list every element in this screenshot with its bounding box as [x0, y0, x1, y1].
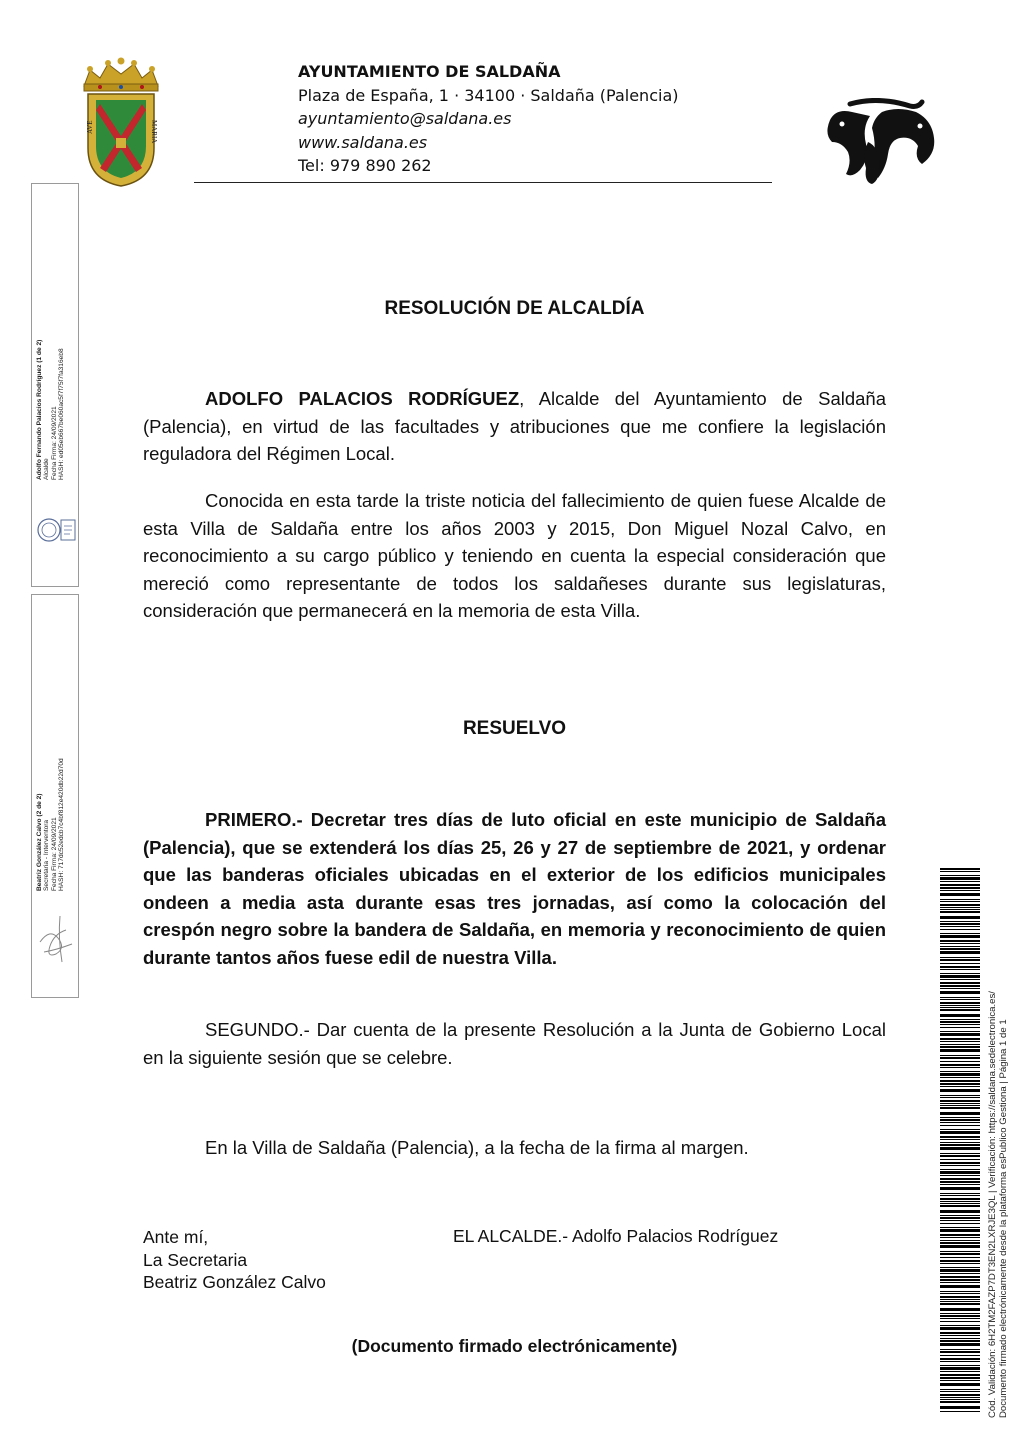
- signature-1-text: [36, 100, 66, 480]
- town-crest-logo: [78, 56, 164, 188]
- crest-text-right: MARIA: [150, 120, 158, 144]
- signature-2-hash: HASH: 717dc52edcb7c4bf812e420db22d70d: [57, 758, 65, 891]
- horse-logo: [822, 98, 940, 186]
- org-website[interactable]: www.saldana.es: [298, 132, 428, 152]
- verification-text: [987, 938, 1009, 1418]
- signature-1-hash: HASH: ed05eb667be060ac5f7f75f7fa316eb8: [57, 348, 65, 480]
- closing-line: En la Villa de Saldaña (Palencia), a la fecha de la firma al margen.: [205, 1137, 749, 1158]
- mayor-name: ADOLFO PALACIOS RODRÍGUEZ: [205, 388, 520, 409]
- header-divider: [194, 182, 772, 183]
- handwritten-signature-icon: [36, 908, 76, 968]
- signature-2-date: Fecha Firma: 24/09/2021: [50, 817, 58, 891]
- mayor-signoff: EL ALCALDE.- Adolfo Palacios Rodríguez: [453, 1226, 779, 1246]
- signature-2-name: Beatriz González Calvo (2 de 2): [36, 793, 43, 891]
- verification-line-2: Documento firmado electrónicamente desde la plataforma esPublico Gestiona | Página 1 de 1: [998, 1019, 1009, 1418]
- intro-text: , Alcalde del Ayuntamiento de Saldaña (Palencia), en virtud de las facultades y atribuciones que me confiere la legislación reguladora del Régimen Local.: [143, 388, 886, 464]
- validation-barcode: [940, 868, 980, 1412]
- intro-paragraph: [143, 385, 886, 468]
- ante-mi: Ante mí,: [143, 1227, 209, 1247]
- signed-electronically-note: (Documento firmado electrónicamente): [351, 1336, 678, 1356]
- org-email[interactable]: ayuntamiento@saldana.es: [298, 109, 512, 128]
- signature-2-text: [36, 511, 66, 891]
- context-paragraph: Conocida en esta tarde la triste noticia del fallecimiento de quien fuese Alcalde de esta Villa de Saldaña entre los años 2003 y 2015, Don Miguel Nozal Calvo, en reconocimiento a su cargo público y teniendo en cuenta la especial consideración que mereció como representante de todos los saldañeses durante sus legislaturas, consideración que permanecerá en la memoria de esta Villa.: [143, 490, 886, 621]
- segundo-paragraph: SEGUNDO.- Dar cuenta de la presente Resolución a la Junta de Gobierno Local en la siguiente sesión que se celebre.: [143, 1019, 886, 1068]
- signature-1-role: Alcalde: [43, 458, 51, 480]
- secretary-name: Beatriz González Calvo: [143, 1272, 326, 1292]
- secretary-signoff: [143, 1226, 326, 1294]
- org-phone: Tel: 979 890 262: [298, 156, 432, 175]
- org-address: Plaza de España, 1 · 34100 · Saldaña (Palencia): [298, 85, 679, 105]
- org-header: [298, 60, 758, 178]
- org-name: AYUNTAMIENTO DE SALDAÑA: [298, 62, 561, 81]
- resuelvo-heading: RESUELVO: [462, 718, 567, 739]
- crest-text-left: AVE: [86, 120, 94, 134]
- document-title: RESOLUCIÓN DE ALCALDÍA: [384, 298, 645, 319]
- secretary-role: La Secretaria: [143, 1249, 248, 1270]
- verification-line-1: Cód. Validación: 6H2TM2FAZP7DT3EN2LXRJE3QL | Verificación: https://saldana.sedelectronica.es/: [987, 991, 998, 1418]
- signature-1-name: Adolfo Fernando Palacios Rodríguez (1 de 2): [36, 339, 43, 480]
- signature-1-date: Fecha Firma: 24/09/2021: [50, 406, 58, 480]
- primero-paragraph: PRIMERO.- Decretar tres días de luto oficial en este municipio de Saldaña (Palencia), que se extenderá los días 25, 26 y 27 de septiembre de 2021, y ordenar que las banderas oficiales ubicadas en el exterior de los edificios municipales ondeen a media asta durante esas tres jornadas, así como la colocación del crespón negro sobre la bandera de Saldaña, en memoria y reconocimiento de quien durante tantos años fuese edil de nuestra Villa.: [143, 809, 886, 968]
- signature-2-role: Secretaria - Interventora: [43, 819, 51, 891]
